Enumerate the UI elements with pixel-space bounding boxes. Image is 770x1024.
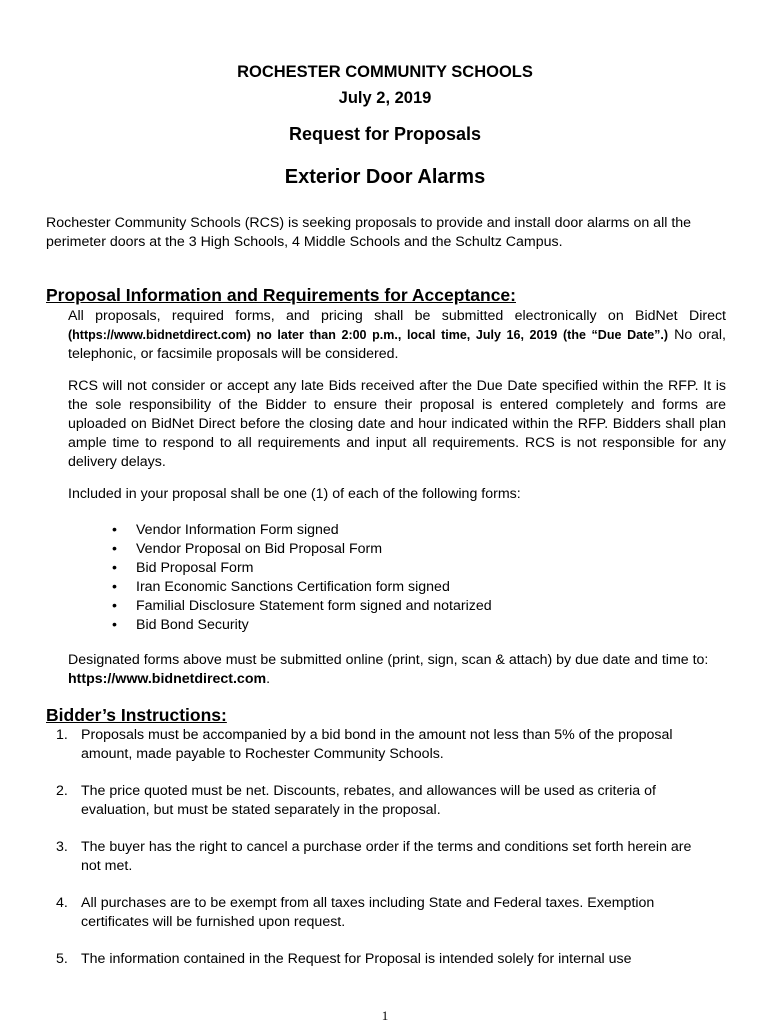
bullet-icon: •	[112, 541, 117, 557]
instruction-text: The price quoted must be net. Discounts, rebates, and allowances will be used as criteria of evaluation, but must be stated separately in the proposal.	[81, 783, 656, 818]
document-title: Exterior Door Alarms	[284, 166, 486, 188]
list-item	[56, 838, 696, 876]
section-heading-bidder-instructions: Bidder’s Instructions:	[46, 705, 227, 725]
form-item-label: Familial Disclosure Statement form signed and notarized	[136, 598, 492, 614]
bullet-icon: •	[112, 560, 117, 576]
list-item	[110, 578, 492, 597]
designated-forms-paragraph	[68, 651, 726, 689]
list-item	[56, 950, 696, 969]
forms-intro-paragraph: Included in your proposal shall be one (1) of each of the following forms:	[68, 486, 521, 502]
designated-forms-end: .	[266, 671, 271, 687]
list-item	[110, 597, 492, 616]
form-item-label: Vendor Proposal on Bid Proposal Form	[136, 541, 383, 557]
instruction-text: Proposals must be accompanied by a bid bond in the amount not less than 5% of the proposal amount, made payable to Rochester Community Schools.	[81, 727, 673, 762]
list-item	[110, 521, 492, 540]
form-item-label: Iran Economic Sanctions Certification form signed	[136, 579, 450, 595]
required-forms-list	[110, 521, 492, 635]
form-item-label: Bid Bond Security	[136, 617, 249, 633]
bidnet-link[interactable]: https://www.bidnetdirect.com	[68, 671, 267, 687]
designated-forms-text: Designated forms above must be submitted online (print, sign, scan & attach) by due date and time to:	[68, 652, 709, 668]
section-heading-proposal-info: Proposal Information and Requirements for Acceptance:	[46, 285, 516, 305]
form-item-label: Vendor Information Form signed	[136, 522, 339, 538]
submission-deadline: (https://www.bidnetdirect.com) no later than 2:00 p.m., local time, July 16, 2019 (the “Due Date”.)	[68, 328, 669, 342]
item-number: 3.	[56, 839, 68, 855]
document-type: Request for Proposals	[288, 124, 482, 144]
submission-text-a: All proposals, required forms, and pricing shall be submitted electronically on BidNet Direct	[68, 308, 726, 324]
list-item	[110, 616, 492, 635]
instruction-text: The information contained in the Request for Proposal is intended solely for internal use	[81, 951, 632, 967]
bidder-instructions-list	[56, 726, 696, 987]
page-number: 1	[381, 1008, 389, 1023]
organization-name: ROCHESTER COMMUNITY SCHOOLS	[237, 63, 533, 81]
intro-paragraph: Rochester Community Schools (RCS) is seeking proposals to provide and install door alarms on all the perimeter doors at the 3 High Schools, 4 Middle Schools and the Schultz Campus.	[46, 215, 692, 250]
submission-text-b: No oral, telephonic, or facsimile proposals will be considered.	[68, 327, 726, 362]
form-item-label: Bid Proposal Form	[136, 560, 254, 576]
list-item	[56, 894, 696, 932]
bullet-icon: •	[112, 522, 117, 538]
list-item	[110, 559, 492, 578]
instruction-text: All purchases are to be exempt from all taxes including State and Federal taxes. Exemption certificates will be furnished upon request.	[81, 895, 655, 930]
list-item	[56, 782, 696, 820]
bullet-icon: •	[112, 617, 117, 633]
bullet-icon: •	[112, 579, 117, 595]
bullet-icon: •	[112, 598, 117, 614]
document-date: July 2, 2019	[338, 89, 432, 107]
list-item	[110, 540, 492, 559]
submission-paragraph	[68, 307, 726, 364]
item-number: 1.	[56, 727, 68, 743]
instruction-text: The buyer has the right to cancel a purchase order if the terms and conditions set forth herein are not met.	[81, 839, 692, 874]
late-bids-paragraph: RCS will not consider or accept any late Bids received after the Due Date specified within the RFP. It is the sole responsibility of the Bidder to ensure their proposal is entered completely and forms are uploaded on BidNet Direct before the closing date and hour indicated within the RFP. Bidders shall plan ample time to respond to all requirements and input all requirements. RCS is not responsible for any delivery delays.	[68, 378, 726, 470]
list-item	[56, 726, 696, 764]
item-number: 5.	[56, 951, 68, 967]
item-number: 2.	[56, 783, 68, 799]
item-number: 4.	[56, 895, 68, 911]
